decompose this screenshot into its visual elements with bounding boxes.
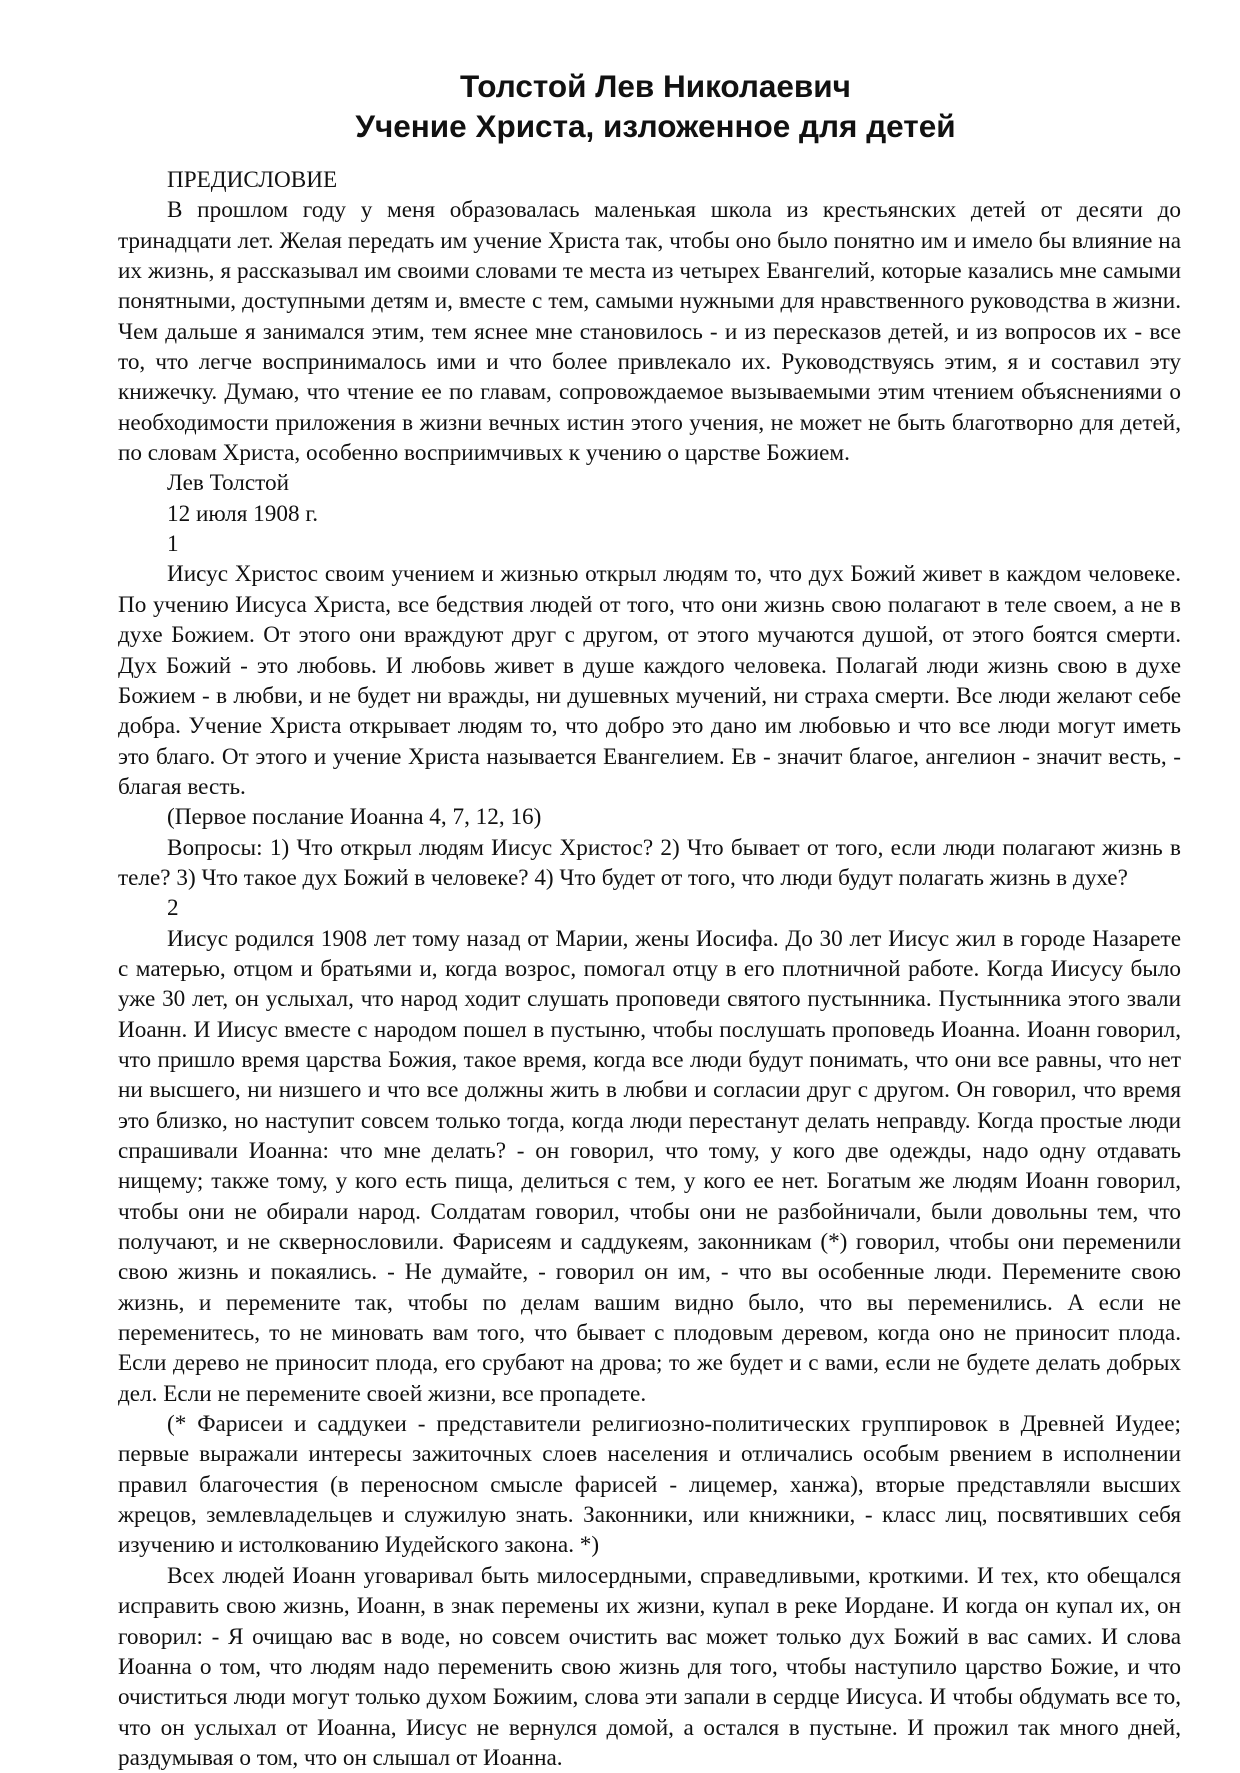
title-block xyxy=(118,66,1181,146)
author-heading: Толстой Лев Николаевич xyxy=(460,68,851,104)
signature-date: 12 июля 1908 г. xyxy=(167,500,319,527)
book-title: Учение Христа, изложенное для детей xyxy=(355,108,956,144)
chapter-1-reference: (Первое послание Иоанна 4, 7, 12, 16) xyxy=(167,804,542,831)
document-body xyxy=(118,165,1181,1773)
chapter-2-paragraph: Иисус родился 1908 лет тому назад от Марии, жены Иосифа. До 30 лет Иисус жил в городе Назарете с матерью, отцом и братьями и, когда возрос, помогал отцу в его плотничной работе. Когда Иисусу было уже 30 лет, он услыхал, что народ ходит слушать проповеди святого пустынника. Пустынника этого звали Иоанн. И Иисус вместе с народом пошел в пустыню, чтобы послушать проповедь Иоанна. Иоанн говорил, что пришло время царства Божия, такое время, когда все люди будут понимать, что они все равны, что нет ни высшего, ни низшего и что все должны жить в любви и согласии друг с другом. Он говорил, что время это близко, но наступит совсем только тогда, когда люди перестанут делать неправду. Когда простые люди спрашивали Иоанна: что мне делать? - он говорил, что тому, у кого две одежды, надо одну отдавать нищему; также тому, у кого есть пища, делиться с тем, у кого ее нет. Богатым же людям Иоанн говорил, чтобы они не обирали народ. Солдатам говорил, чтобы они не разбойничали, были довольны тем, что получают, и не сквернословили. Фарисеям и саддукеям, законникам (*) говорил, чтобы они переменили свою жизнь и покаялись. - Не думайте, - говорил он им, - что вы особенные люди. Перемените свою жизнь, и перемените так, чтобы по делам вашим видно было, что вы переменились. А если не переменитесь, то не миновать вам того, что бывает с плодовым деревом, когда оно не приносит плода. Если дерево не приносит плода, его срубают на дрова; то же будет и с вами, если не будете делать добрых дел. Если не перемените своей жизни, все пропадете. xyxy=(118,925,1181,1407)
document-page xyxy=(118,66,1181,1773)
chapter-number-2: 2 xyxy=(167,895,179,922)
section-heading-preface: ПРЕДИСЛОВИЕ xyxy=(167,167,338,193)
chapter-1-questions: Вопросы: 1) Что открыл людям Иисус Христос? 2) Что бывает от того, если люди полагают жизнь в теле? 3) Что такое дух Божий в человеке? 4) Что будет от того, что люди будут полагать жизнь в духе? xyxy=(118,834,1181,891)
chapter-1-paragraph: Иисус Христос своим учением и жизнью открыл людям то, что дух Божий живет в каждом человеке. По учению Иисуса Христа, все бедствия людей от того, что они жизнь свою полагают в теле своем, а не в духе Божием. От этого они враждуют друг с другом, от этого мучаются душой, от этого боятся смерти. Дух Божий - это любовь. И любовь живет в душе каждого человека. Полагай люди жизнь свою в духе Божием - в любви, и не будет ни вражды, ни душевных мучений, ни страха смерти. Все люди желают себе добра. Учение Христа открывает людям то, что добро это дано им любовью и что все люди могут иметь это благо. От этого и учение Христа называется Евангелием. Ев - значит благое, ангелион - значит весть, - благая весть. xyxy=(118,561,1181,800)
preface-paragraph: В прошлом году у меня образовалась маленькая школа из крестьянских детей от десяти до тринадцати лет. Желая передать им учение Христа так, чтобы оно было понятно им и имело бы влияние на их жизнь, я рассказывал им своими словами те места из четырех Евангелий, которые казались мне самыми понятными, доступными детям и, вместе с тем, самыми нужными для нравственного руководства в жизни. Чем дальше я занимался этим, тем яснее мне становилось - и из пересказов детей, и из вопросов их - все то, что легче воспринималось ими и что более привлекало их. Руководствуясь этим, я и составил эту книжечку. Думаю, что чтение ее по главам, сопровождаемое вызываемыми этим чтением объяснениями о необходимости приложения в жизни вечных истин этого учения, не может не быть благотворно для детей, по словам Христа, особенно восприимчивых к учению о царстве Божием. xyxy=(118,197,1181,467)
chapter-number-1: 1 xyxy=(167,531,179,558)
chapter-2-footnote: (* Фарисеи и саддукеи - представители религиозно-политических группировок в Древней Иудее; первые выражали интересы зажиточных слоев населения и отличались особым рвением в исполнении правил благочестия (в переносном смысле фарисей - лицемер, ханжа), вторые представляли высших жрецов, землевладельцев и служилую знать. Законники, или книжники, - класс лиц, посвятивших себя изучению и истолкованию Иудейского закона. *) xyxy=(118,1411,1181,1559)
chapter-2-paragraph-continued: Всех людей Иоанн уговаривал быть милосердными, справедливыми, кроткими. И тех, кто обещался исправить свою жизнь, Иоанн, в знак перемены их жизни, купал в реке Иордане. И когда он купал их, он говорил: - Я очищаю вас в воде, но совсем очистить вас может только дух Божий в вас самих. И слова Иоанна о том, что людям надо переменить свою жизнь для того, чтобы наступило царство Божие, и что очиститься люди могут только духом Божиим, слова эти запали в сердце Иисуса. И чтобы обдумать все то, что он услыхал от Иоанна, Иисус не вернулся домой, а остался в пустыне. И прожил так много дней, раздумывая о том, что он слышал от Иоанна. xyxy=(118,1562,1181,1771)
signature-author: Лев Толстой xyxy=(167,470,290,497)
